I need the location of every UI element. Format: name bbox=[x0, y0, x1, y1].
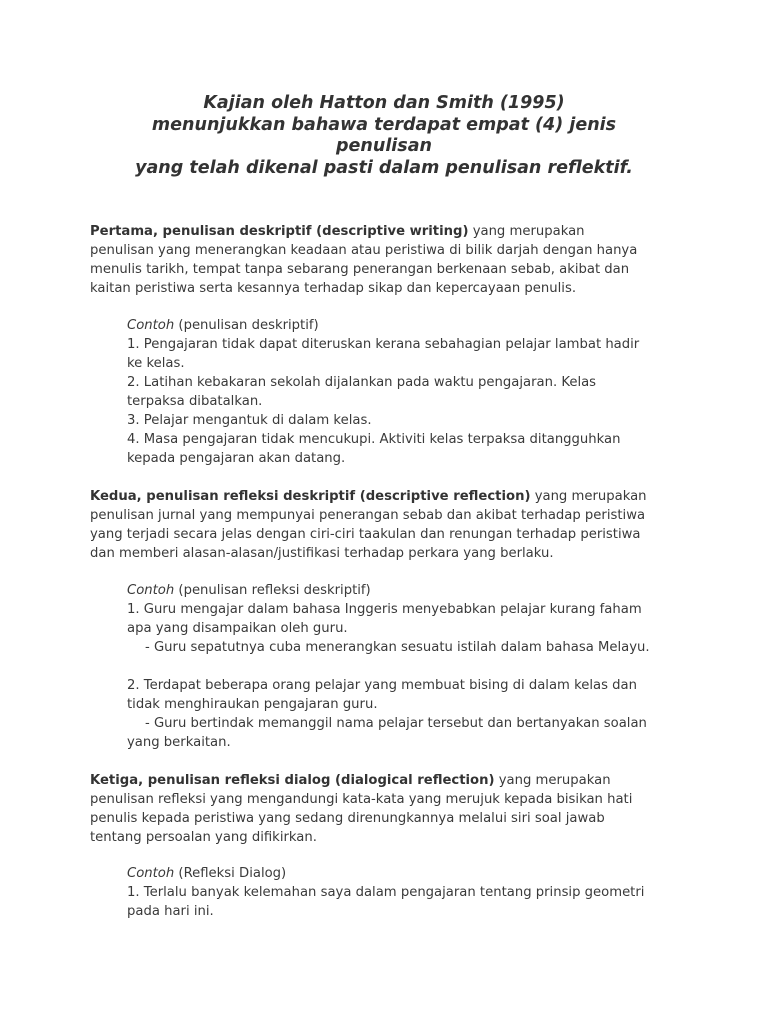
example-line: terpaksa dibatalkan. bbox=[127, 394, 263, 409]
example-line: 1. Terlalu banyak kelemahan saya dalam pengajaran tentang prinsip geometri bbox=[127, 885, 645, 900]
paragraph-text: penulisan refleksi yang mengandungi kata-kata yang merujuk kepada bisikan hati bbox=[90, 792, 633, 807]
paragraph-text: penulisan yang menerangkan keadaan atau peristiwa di bilik darjah dengan hanya bbox=[90, 243, 638, 258]
example-line: ke kelas. bbox=[127, 356, 185, 371]
paragraph-descriptive-writing bbox=[90, 222, 690, 298]
example-label: Contoh bbox=[127, 866, 175, 881]
example-line: 3. Pelajar mengantuk di dalam kelas. bbox=[127, 413, 372, 428]
example-line: 1. Guru mengajar dalam bahasa Inggeris menyebabkan pelajar kurang faham bbox=[127, 602, 642, 617]
example-line: 2. Terdapat beberapa orang pelajar yang membuat bising di dalam kelas dan bbox=[127, 678, 637, 693]
paragraph-dialogical-reflection bbox=[90, 771, 690, 847]
paragraph-text: penulisan jurnal yang mempunyai penerangan sebab dan akibat terhadap peristiwa bbox=[90, 508, 646, 523]
example-line: 4. Masa pengajaran tidak mencukupi. Aktiviti kelas terpaksa ditangguhkan bbox=[127, 432, 621, 447]
example-descriptive-writing bbox=[127, 316, 687, 468]
paragraph-heading: Pertama, penulisan deskriptif (descriptive writing) bbox=[90, 224, 469, 239]
paragraph-text: dan memberi alasan-alasan/justifikasi terhadap perkara yang berlaku. bbox=[90, 546, 554, 561]
paragraph-text: yang terjadi secara jelas dengan ciri-ciri taakulan dan renungan terhadap peristiwa bbox=[90, 527, 641, 542]
paragraph-descriptive-reflection bbox=[90, 487, 690, 563]
title-line: Kajian oleh Hatton dan Smith (1995) bbox=[203, 93, 565, 113]
paragraph-text: tentang persoalan yang difikirkan. bbox=[90, 830, 317, 845]
paragraph-text: menulis tarikh, tempat tanpa sebarang penerangan berkenaan sebab, akibat dan bbox=[90, 262, 630, 277]
example-label-text: (Refleksi Dialog) bbox=[174, 866, 287, 881]
example-line: 2. Latihan kebakaran sekolah dijalankan pada waktu pengajaran. Kelas bbox=[127, 375, 597, 390]
paragraph-text: penulis kepada peristiwa yang sedang direnungkannya melalui siri soal jawab bbox=[90, 811, 605, 826]
paragraph-text: yang merupakan bbox=[530, 489, 647, 504]
paragraph-text: yang merupakan bbox=[468, 224, 585, 239]
paragraph-heading: Ketiga, penulisan refleksi dialog (dialogical reflection) bbox=[90, 773, 495, 788]
document-title bbox=[0, 93, 768, 179]
title-line: penulisan bbox=[336, 136, 432, 156]
example-dialogical-reflection bbox=[127, 864, 687, 921]
paragraph-text: kaitan peristiwa serta kesannya terhadap sikap dan kepercayaan penulis. bbox=[90, 281, 577, 296]
example-descriptive-reflection bbox=[127, 581, 687, 752]
paragraph-text: yang merupakan bbox=[494, 773, 611, 788]
example-line: tidak menghiraukan pengajaran guru. bbox=[127, 697, 378, 712]
example-label-text: (penulisan deskriptif) bbox=[174, 318, 319, 333]
example-line: - Guru sepatutnya cuba menerangkan sesuatu istilah dalam bahasa Melayu. bbox=[145, 640, 650, 655]
title-line: yang telah dikenal pasti dalam penulisan reflektif. bbox=[135, 157, 633, 178]
example-label: Contoh bbox=[127, 583, 175, 598]
example-label: Contoh bbox=[127, 318, 175, 333]
example-line: kepada pengajaran akan datang. bbox=[127, 451, 346, 466]
example-line: yang berkaitan. bbox=[127, 735, 231, 750]
title-line: menunjukkan bahawa terdapat empat (4) jenis bbox=[151, 114, 617, 135]
example-line: pada hari ini. bbox=[127, 904, 214, 919]
example-line: - Guru bertindak memanggil nama pelajar tersebut dan bertanyakan soalan bbox=[145, 716, 647, 731]
example-line: 1. Pengajaran tidak dapat diteruskan kerana sebahagian pelajar lambat hadir bbox=[127, 337, 640, 352]
example-label-text: (penulisan refleksi deskriptif) bbox=[174, 583, 371, 598]
paragraph-heading: Kedua, penulisan refleksi deskriptif (descriptive reflection) bbox=[90, 489, 531, 504]
example-line: apa yang disampaikan oleh guru. bbox=[127, 621, 348, 636]
